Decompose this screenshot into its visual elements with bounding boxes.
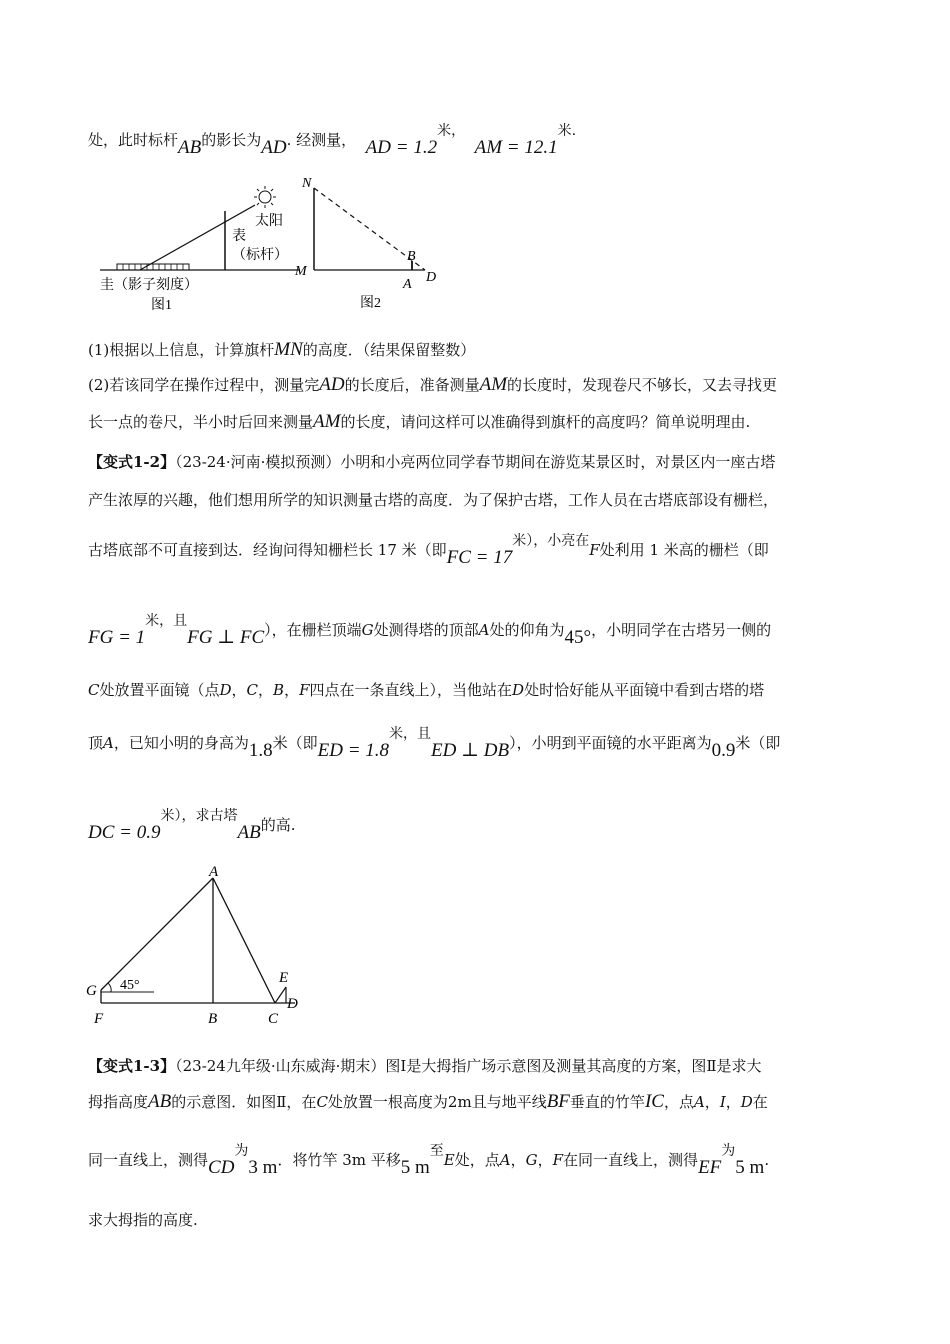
variant-1-2-line2: [88, 490, 778, 510]
text: ，小明同学在古塔另一侧的: [591, 621, 772, 639]
caption-fig1: 图1: [151, 298, 172, 313]
unit: 米，: [437, 123, 466, 139]
text: 处利用 1 米高的栅栏（即: [599, 541, 769, 559]
variant-1-3-line1: [88, 1056, 762, 1076]
text: 米（即: [735, 734, 781, 752]
math-AB: AB: [178, 137, 202, 158]
text: （23-24·河南·模拟预测）小明和小亮两位同学春节期间在游览某景区时，对景区内一座古塔: [175, 453, 776, 471]
point-C: C: [268, 1011, 279, 1027]
text: 的长度时，发现卷尺不够长，又去寻找更: [507, 376, 778, 394]
question-1: [88, 340, 475, 360]
angle-label: 45°: [120, 978, 140, 993]
text: 为: [234, 1143, 249, 1159]
math-distance: 0.9: [711, 740, 736, 761]
math-eq-FC: FC = 17: [446, 547, 513, 568]
text: 处，此时标杆: [88, 131, 179, 149]
text: ．将竹竿 3m 平移: [277, 1151, 401, 1169]
text: 求大拇指的高度.: [88, 1211, 198, 1229]
line-AC: [213, 878, 275, 1003]
point-I: I: [719, 1093, 726, 1111]
point-A: A: [478, 621, 490, 639]
point-A: A: [499, 1151, 511, 1169]
figure-3: [82, 858, 322, 1030]
label-biaogan: （标杆）: [232, 248, 288, 263]
text: ），小明到平面镜的水平距离为: [509, 734, 712, 752]
variant-title: 【变式1-3】: [88, 1057, 176, 1075]
unit: 米，且: [145, 613, 188, 629]
text: 同一直线上，测得: [88, 1151, 209, 1169]
text: 在同一直线上，测得: [563, 1151, 699, 1169]
math-angle-45: 45°: [564, 627, 592, 648]
point-C: C: [246, 681, 259, 699]
math-AM: AM: [479, 374, 508, 395]
sun-icon: [254, 186, 276, 208]
text: ，: [231, 681, 247, 699]
text: (2)若该同学在操作过程中，测量完: [88, 376, 320, 394]
text: ，: [510, 1151, 526, 1169]
text: 米（即: [272, 734, 318, 752]
label-biao: 表: [232, 229, 246, 244]
text: 的高度．（结果保留整数）: [302, 341, 476, 359]
figure-1: [95, 175, 315, 320]
variant-1-2-line5: [88, 680, 764, 700]
text: 处，点: [454, 1151, 500, 1169]
point-B: B: [208, 1011, 218, 1027]
text: 产生浓厚的兴趣，他们想用所学的知识测量古塔的高度．为了保护古塔，工作人员在古塔底部设有栅栏，: [88, 491, 779, 509]
math-3m: 3 m: [248, 1157, 278, 1178]
variant-1-3-line4: [88, 1210, 198, 1230]
math-MN: MN: [274, 339, 303, 360]
unit: 米.: [557, 123, 577, 139]
point-D: D: [740, 1093, 753, 1111]
angle-arc: [108, 983, 111, 992]
point-G: G: [361, 621, 374, 639]
variant-1-2-line7: [88, 808, 296, 843]
math-eq-DC: DC = 0.9: [88, 822, 161, 843]
math-AB: AB: [237, 822, 261, 843]
scale-ticks: [123, 264, 183, 270]
line-CE: [275, 987, 286, 1003]
point-C: C: [88, 681, 100, 699]
text: 的影长为: [201, 131, 262, 149]
point-A: A: [209, 864, 219, 880]
math-5m: 5 m: [400, 1157, 430, 1178]
math-perp-ED-DB: ED ⊥ DB: [431, 740, 510, 761]
text: 处的仰角为: [489, 621, 565, 639]
point-N: N: [302, 176, 312, 191]
text: ，已知小明的身高为: [113, 734, 249, 752]
point-A: A: [693, 1093, 705, 1111]
text: 的高.: [260, 816, 296, 834]
variant-title: 【变式1-2】: [88, 453, 176, 471]
text: ，点: [663, 1093, 694, 1111]
caption-fig2: 图2: [360, 296, 381, 311]
point-F: F: [589, 541, 600, 559]
text: 的长度后，准备测量: [344, 376, 480, 394]
math-BF: BF: [546, 1091, 570, 1112]
point-E: E: [443, 1151, 455, 1169]
math-AB: AB: [148, 1091, 172, 1112]
point-B: B: [273, 681, 285, 699]
text: 古塔底部不可直接到达．经询问得知栅栏长 17 米（即: [88, 541, 447, 559]
label-sun: 太阳: [255, 214, 283, 229]
question-2-line2: [88, 412, 750, 432]
math-AD: AD: [319, 374, 345, 395]
text: ），在栅栏顶端: [264, 621, 362, 639]
variant-1-3-line2: [88, 1092, 768, 1112]
text: .: [764, 1151, 770, 1169]
text: 拇指高度: [88, 1093, 149, 1111]
math-IC: IC: [644, 1091, 664, 1112]
text: 至: [429, 1143, 444, 1159]
point-E: E: [279, 970, 289, 986]
unit: 米），求古塔: [160, 808, 238, 824]
point-F: F: [552, 1151, 564, 1169]
text: 为: [721, 1143, 736, 1159]
text: ，: [704, 1093, 720, 1111]
variant-1-2-line3: [88, 533, 769, 568]
math-height: 1.8: [248, 740, 273, 761]
text: (1)根据以上信息，计算旗杆: [88, 341, 275, 359]
text: ，: [725, 1093, 741, 1111]
variant-1-3-line3: [88, 1143, 770, 1178]
math-eq-FG: FG = 1: [88, 627, 146, 648]
point-F: F: [299, 681, 310, 699]
intro-line: [88, 123, 577, 158]
text: ，: [284, 681, 300, 699]
text: 处测得塔的顶部: [373, 621, 479, 639]
text: 在: [752, 1093, 768, 1111]
text: 长一点的卷尺，半小时后回来测量: [88, 413, 314, 431]
math-AM: AM: [313, 411, 341, 432]
point-M: M: [295, 264, 307, 279]
math-5m: 5 m: [735, 1157, 765, 1178]
point-D: D: [512, 681, 525, 699]
text: 四点在一条直线上），当他站在: [309, 681, 513, 699]
text: ，: [537, 1151, 553, 1169]
text: 处时恰好能从平面镜中看到古塔的塔: [524, 681, 765, 699]
figure-2: [290, 170, 450, 320]
point-G: G: [525, 1151, 538, 1169]
label-gui: 圭（影子刻度）: [100, 278, 198, 293]
point-C: C: [316, 1093, 328, 1111]
point-D: D: [287, 996, 298, 1012]
point-A: A: [103, 734, 114, 752]
math-eq-AM: AM = 12.1: [474, 137, 558, 158]
variant-1-2-line1: [88, 452, 775, 472]
text: 处放置一根高度为2m且与地平线: [327, 1093, 547, 1111]
point-G: G: [86, 983, 97, 999]
math-CD: CD: [208, 1157, 235, 1178]
sight-line-GA: [101, 878, 213, 990]
text: 顶: [88, 734, 104, 752]
unit: 米，且: [389, 726, 432, 742]
point-D: D: [219, 681, 232, 699]
text: ，: [258, 681, 274, 699]
math-AD: AD: [261, 137, 287, 158]
point-B: B: [407, 249, 416, 264]
text: . 经测量，: [286, 131, 357, 149]
variant-1-2-line4: [88, 613, 772, 648]
math-eq-ED: ED = 1.8: [317, 740, 390, 761]
math-EF: EF: [698, 1157, 722, 1178]
question-2-line1: [88, 375, 777, 395]
text: 的示意图．如图Ⅱ，在: [171, 1093, 317, 1111]
variant-1-2-line6: [88, 726, 781, 761]
point-A: A: [403, 277, 412, 292]
point-D: D: [426, 270, 437, 285]
text: 垂直的竹竿: [569, 1093, 645, 1111]
math-eq-AD: AD = 1.2: [365, 137, 438, 158]
text: 的长度，请问这样可以准确得到旗杆的高度吗？简单说明理由.: [340, 413, 751, 431]
text: 处放置平面镜（点: [99, 681, 220, 699]
math-perp-FG-FC: FG ⊥ FC: [187, 627, 265, 648]
point-F: F: [94, 1011, 104, 1027]
text: （23-24九年级·山东威海·期末）图Ⅰ是大拇指广场示意图及测量其高度的方案，图Ⅱ是求大: [175, 1057, 762, 1075]
unit: 米），小亮在: [512, 533, 590, 549]
